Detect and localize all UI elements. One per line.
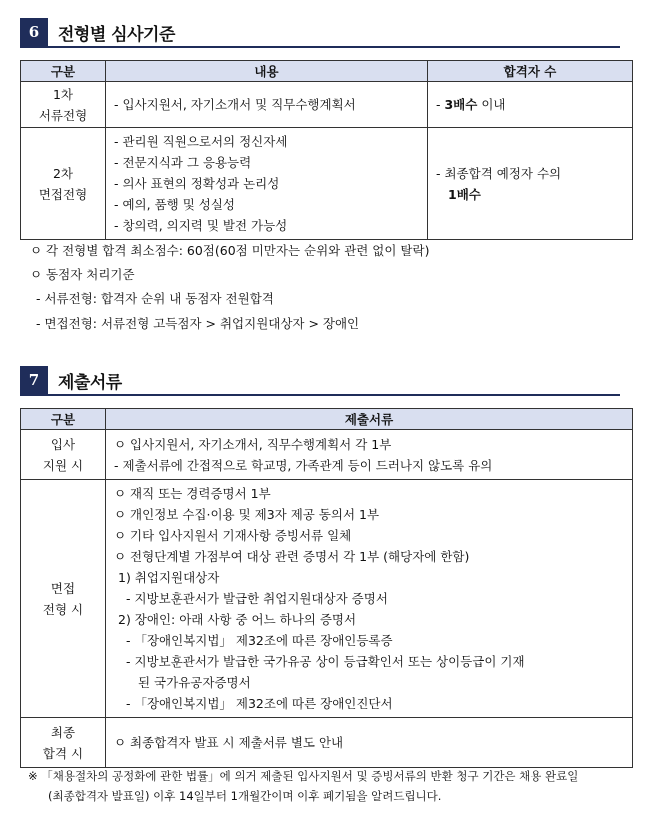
stage-cell [21, 430, 106, 480]
document-item: 1) 취업지원대상자 [118, 570, 220, 585]
section-underline [20, 394, 620, 396]
section-title: 제출서류 [58, 373, 122, 393]
content-item: - 창의력, 의지력 및 발전 가능성 [114, 218, 288, 233]
footnote-line: ※ 「채용절차의 공정화에 관한 법률」에 의거 제출된 입사지원서 및 증빙서류의 반환 청구 기간은 채용 완료일 [28, 769, 579, 783]
stage-label: 지원 시 [42, 457, 84, 473]
header-category: 구분 [21, 61, 106, 82]
stage-cell [21, 82, 106, 128]
stage-label: 면접 [50, 580, 76, 596]
content-cell [106, 128, 428, 240]
table-header-row [21, 61, 633, 82]
document-item: ㅇ 기타 입사지원서 기재사항 증빙서류 일체 [114, 528, 352, 543]
content-item: - 의사 표현의 정확성과 논리성 [114, 176, 280, 191]
document-item: ㅇ 전형단계별 가점부여 대상 관련 증명서 각 1부 (해당자에 한함) [114, 549, 470, 564]
document-item: ㅇ 개인정보 수집·이용 및 제3자 제공 동의서 1부 [114, 507, 380, 522]
note-tie-document: - 서류전형: 합격자 순위 내 동점자 전원합격 [36, 291, 274, 306]
document-item: ㅇ 최종합격자 발표 시 제출서류 별도 안내 [114, 735, 344, 750]
document-item: - 지방보훈관서가 발급한 취업지원대상자 증명서 [126, 591, 388, 606]
document-item: - 제출서류에 간접적으로 학교명, 가족관계 등이 드러나지 않도록 유의 [114, 457, 493, 473]
table-row [21, 128, 633, 240]
stage-label: 입사 [50, 436, 76, 452]
stage-label: 면접전형 [38, 186, 88, 202]
table-row [21, 718, 633, 768]
stage-label: 1차 [52, 86, 74, 102]
footnote-line: (최종합격자 발표일) 이후 14일부터 1개월간이며 이후 폐기됨을 알려드립니다. [48, 789, 442, 803]
section-6-heading [20, 18, 620, 48]
passers-cell [428, 128, 633, 240]
stage-cell [21, 480, 106, 718]
document-item: ㅇ 재직 또는 경력증명서 1부 [114, 486, 271, 501]
stage-cell [21, 718, 106, 768]
header-category: 구분 [21, 409, 106, 430]
note-min-score: ㅇ 각 전형별 합격 최소점수: 60점(60점 미만자는 순위와 관련 없이 탈락) [30, 243, 430, 258]
section-title: 전형별 심사기준 [58, 25, 175, 45]
note-tie-interview: - 면접전형: 서류전형 고득점자 > 취업지원대상자 > 장애인 [36, 316, 360, 331]
documents-cell [106, 430, 633, 480]
document-item: ㅇ 입사지원서, 자기소개서, 직무수행계획서 각 1부 [114, 436, 392, 452]
section-number: 6 [20, 18, 48, 46]
passers-suffix: 이내 [477, 97, 506, 112]
stage-label: 서류전형 [38, 107, 88, 123]
stage-cell [21, 128, 106, 240]
stage-label: 최종 [50, 724, 76, 740]
content-item: - 입사지원서, 자기소개서 및 직무수행계획서 [114, 97, 356, 112]
document-item: 2) 장애인: 아래 사항 중 어느 하나의 증명서 [118, 612, 357, 627]
table-row [21, 430, 633, 480]
passers-cell [428, 82, 633, 128]
passers-count: 1배수 [448, 186, 481, 202]
passers-count: 3배수 [444, 97, 478, 112]
screening-criteria-table [20, 60, 633, 240]
document-item: 된 국가유공자증명서 [138, 675, 251, 690]
stage-label: 전형 시 [42, 601, 84, 617]
stage-label: 합격 시 [42, 745, 84, 761]
content-item: - 전문지식과 그 응용능력 [114, 155, 252, 170]
passers-text: - 최종합격 예정자 수의 [436, 165, 562, 181]
header-content: 내용 [106, 61, 428, 82]
document-item: - 「장애인복지법」 제32조에 따른 장애인등록증 [126, 633, 393, 648]
footnote [28, 766, 628, 806]
note-tie-rule: ㅇ 동점자 처리기준 [30, 267, 135, 282]
passers-prefix: - [436, 97, 445, 112]
content-cell [106, 82, 428, 128]
header-passers: 합격자 수 [428, 61, 633, 82]
documents-cell [106, 718, 633, 768]
stage-label: 2차 [52, 165, 74, 181]
content-item: - 예의, 품행 및 성실성 [114, 197, 235, 212]
documents-cell [106, 480, 633, 718]
table-row [21, 82, 633, 128]
section-number: 7 [20, 366, 48, 394]
documents-table [20, 408, 633, 768]
section-7-heading [20, 366, 620, 396]
table-header-row [21, 409, 633, 430]
header-documents: 제출서류 [106, 409, 633, 430]
document-item: - 「장애인복지법」 제32조에 따른 장애인진단서 [126, 696, 393, 711]
section-underline [20, 46, 620, 48]
content-item: - 관리원 직원으로서의 정신자세 [114, 134, 288, 149]
table-row [21, 480, 633, 718]
document-item: - 지방보훈관서가 발급한 국가유공 상이 등급확인서 또는 상이등급이 기재 [126, 654, 525, 669]
